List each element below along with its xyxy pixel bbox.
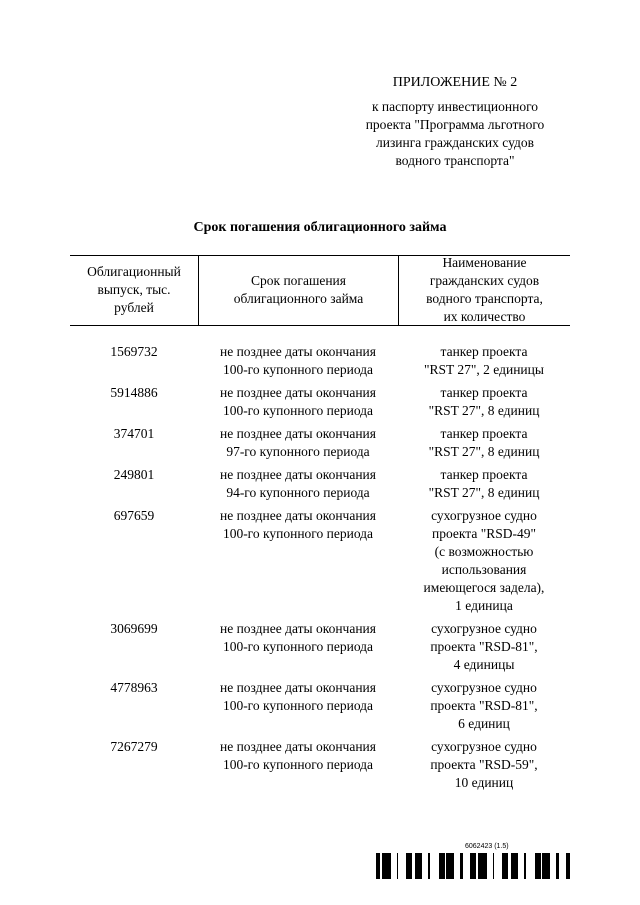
table-row — [70, 425, 570, 461]
term-cell — [198, 738, 398, 792]
appendix-subtitle — [340, 98, 570, 170]
header-line: облигационного займа — [233, 291, 364, 306]
issue-cell: 4778963 — [110, 680, 158, 695]
issue-cell: 7267279 — [110, 739, 158, 754]
issue-cell: 5914886 — [110, 385, 158, 400]
term-cell — [198, 425, 398, 461]
term-line: 100-го купонного периода — [222, 362, 374, 377]
term-line: 100-го купонного периода — [222, 757, 374, 772]
vessels-cell — [398, 384, 570, 420]
vessels-cell — [398, 507, 570, 615]
vessels-line: 4 единицы — [453, 657, 515, 672]
vessels-line: имеющегося задела), — [423, 580, 545, 595]
vessels-line: 1 единица — [455, 598, 513, 613]
term-line: 97-го купонного периода — [226, 444, 370, 459]
vessels-line: проекта "RSD-49" — [432, 526, 536, 541]
appendix-subtitle-line: лизинга гражданских судов — [376, 135, 534, 150]
vessels-line: танкер проекта — [440, 467, 528, 482]
term-line: 94-го купонного периода — [226, 485, 370, 500]
term-line: не позднее даты окончания — [219, 739, 376, 754]
header-term — [199, 255, 398, 325]
term-cell — [198, 384, 398, 420]
term-cell — [198, 466, 398, 502]
appendix-subtitle-line: к паспорту инвестиционного — [371, 99, 539, 114]
vessels-line: проекта "RSD-81", — [430, 698, 538, 713]
table-row — [70, 343, 570, 379]
term-cell — [198, 679, 398, 733]
header-line: выпуск, тыс. — [97, 282, 171, 297]
table-row — [70, 679, 570, 733]
term-line: не позднее даты окончания — [219, 385, 376, 400]
appendix-subtitle-line: водного транспорта" — [395, 153, 515, 168]
term-cell — [198, 620, 398, 674]
issue-cell: 249801 — [113, 467, 155, 482]
term-line: 100-го купонного периода — [222, 639, 374, 654]
issue-cell: 1569732 — [110, 344, 158, 359]
vessels-line: "RST 27", 8 единиц — [428, 403, 540, 418]
table-row — [70, 384, 570, 420]
term-line: 100-го купонного периода — [222, 403, 374, 418]
table-row — [70, 466, 570, 502]
vessels-cell — [398, 679, 570, 733]
table-row — [70, 738, 570, 792]
term-line: не позднее даты окончания — [219, 621, 376, 636]
issue-cell: 697659 — [113, 508, 155, 523]
term-line: не позднее даты окончания — [219, 680, 376, 695]
vessels-line: танкер проекта — [440, 344, 528, 359]
vessels-cell — [398, 620, 570, 674]
vessels-line: "RST 27", 2 единицы — [424, 362, 544, 377]
header-vessels — [399, 255, 570, 325]
vessels-line: проекта "RSD-59", — [430, 757, 538, 772]
header-line: Наименование — [442, 255, 527, 270]
term-line: не позднее даты окончания — [219, 344, 376, 359]
vessels-cell — [398, 738, 570, 792]
term-line: не позднее даты окончания — [219, 467, 376, 482]
table-row — [70, 620, 570, 674]
document-title: Срок погашения облигационного займа — [193, 220, 447, 235]
vessels-line: использования — [441, 562, 527, 577]
term-line: 100-го купонного периода — [222, 526, 374, 541]
term-line: не позднее даты окончания — [219, 426, 376, 441]
header-line: гражданских судов — [429, 273, 540, 288]
barcode — [376, 853, 570, 879]
appendix-title: ПРИЛОЖЕНИЕ № 2 — [392, 75, 518, 90]
vessels-line: танкер проекта — [440, 385, 528, 400]
issue-cell: 374701 — [113, 426, 155, 441]
vessels-cell — [398, 466, 570, 502]
vessels-cell — [398, 425, 570, 461]
table-row — [70, 507, 570, 615]
header-line: их количество — [443, 309, 526, 324]
vessels-line: сухогрузное судно — [431, 680, 537, 695]
term-cell — [198, 343, 398, 379]
table-body — [70, 343, 570, 797]
issue-cell: 3069699 — [110, 621, 158, 636]
appendix-subtitle-line: проекта "Программа льготного — [365, 117, 545, 132]
vessels-line: проекта "RSD-81", — [430, 639, 538, 654]
header-issue — [70, 255, 198, 325]
vessels-line: сухогрузное судно — [431, 508, 537, 523]
term-line: не позднее даты окончания — [219, 508, 376, 523]
vessels-line: 10 единиц — [454, 775, 514, 790]
vessels-line: сухогрузное судно — [431, 739, 537, 754]
vessels-line: "RST 27", 8 единиц — [428, 485, 540, 500]
vessels-line: 6 единиц — [458, 716, 510, 731]
header-line: водного транспорта, — [426, 291, 543, 306]
term-line: 100-го купонного периода — [222, 698, 374, 713]
barcode-number: 6062423 (1.5) — [465, 843, 509, 850]
header-line: рублей — [114, 300, 154, 315]
vessels-line: (с возможностью — [434, 544, 534, 559]
vessels-line: танкер проекта — [440, 426, 528, 441]
header-line: Облигационный — [87, 264, 181, 279]
term-cell — [198, 507, 398, 615]
vessels-line: сухогрузное судно — [431, 621, 537, 636]
vessels-line: "RST 27", 8 единиц — [428, 444, 540, 459]
header-line: Срок погашения — [251, 273, 346, 288]
vessels-cell — [398, 343, 570, 379]
